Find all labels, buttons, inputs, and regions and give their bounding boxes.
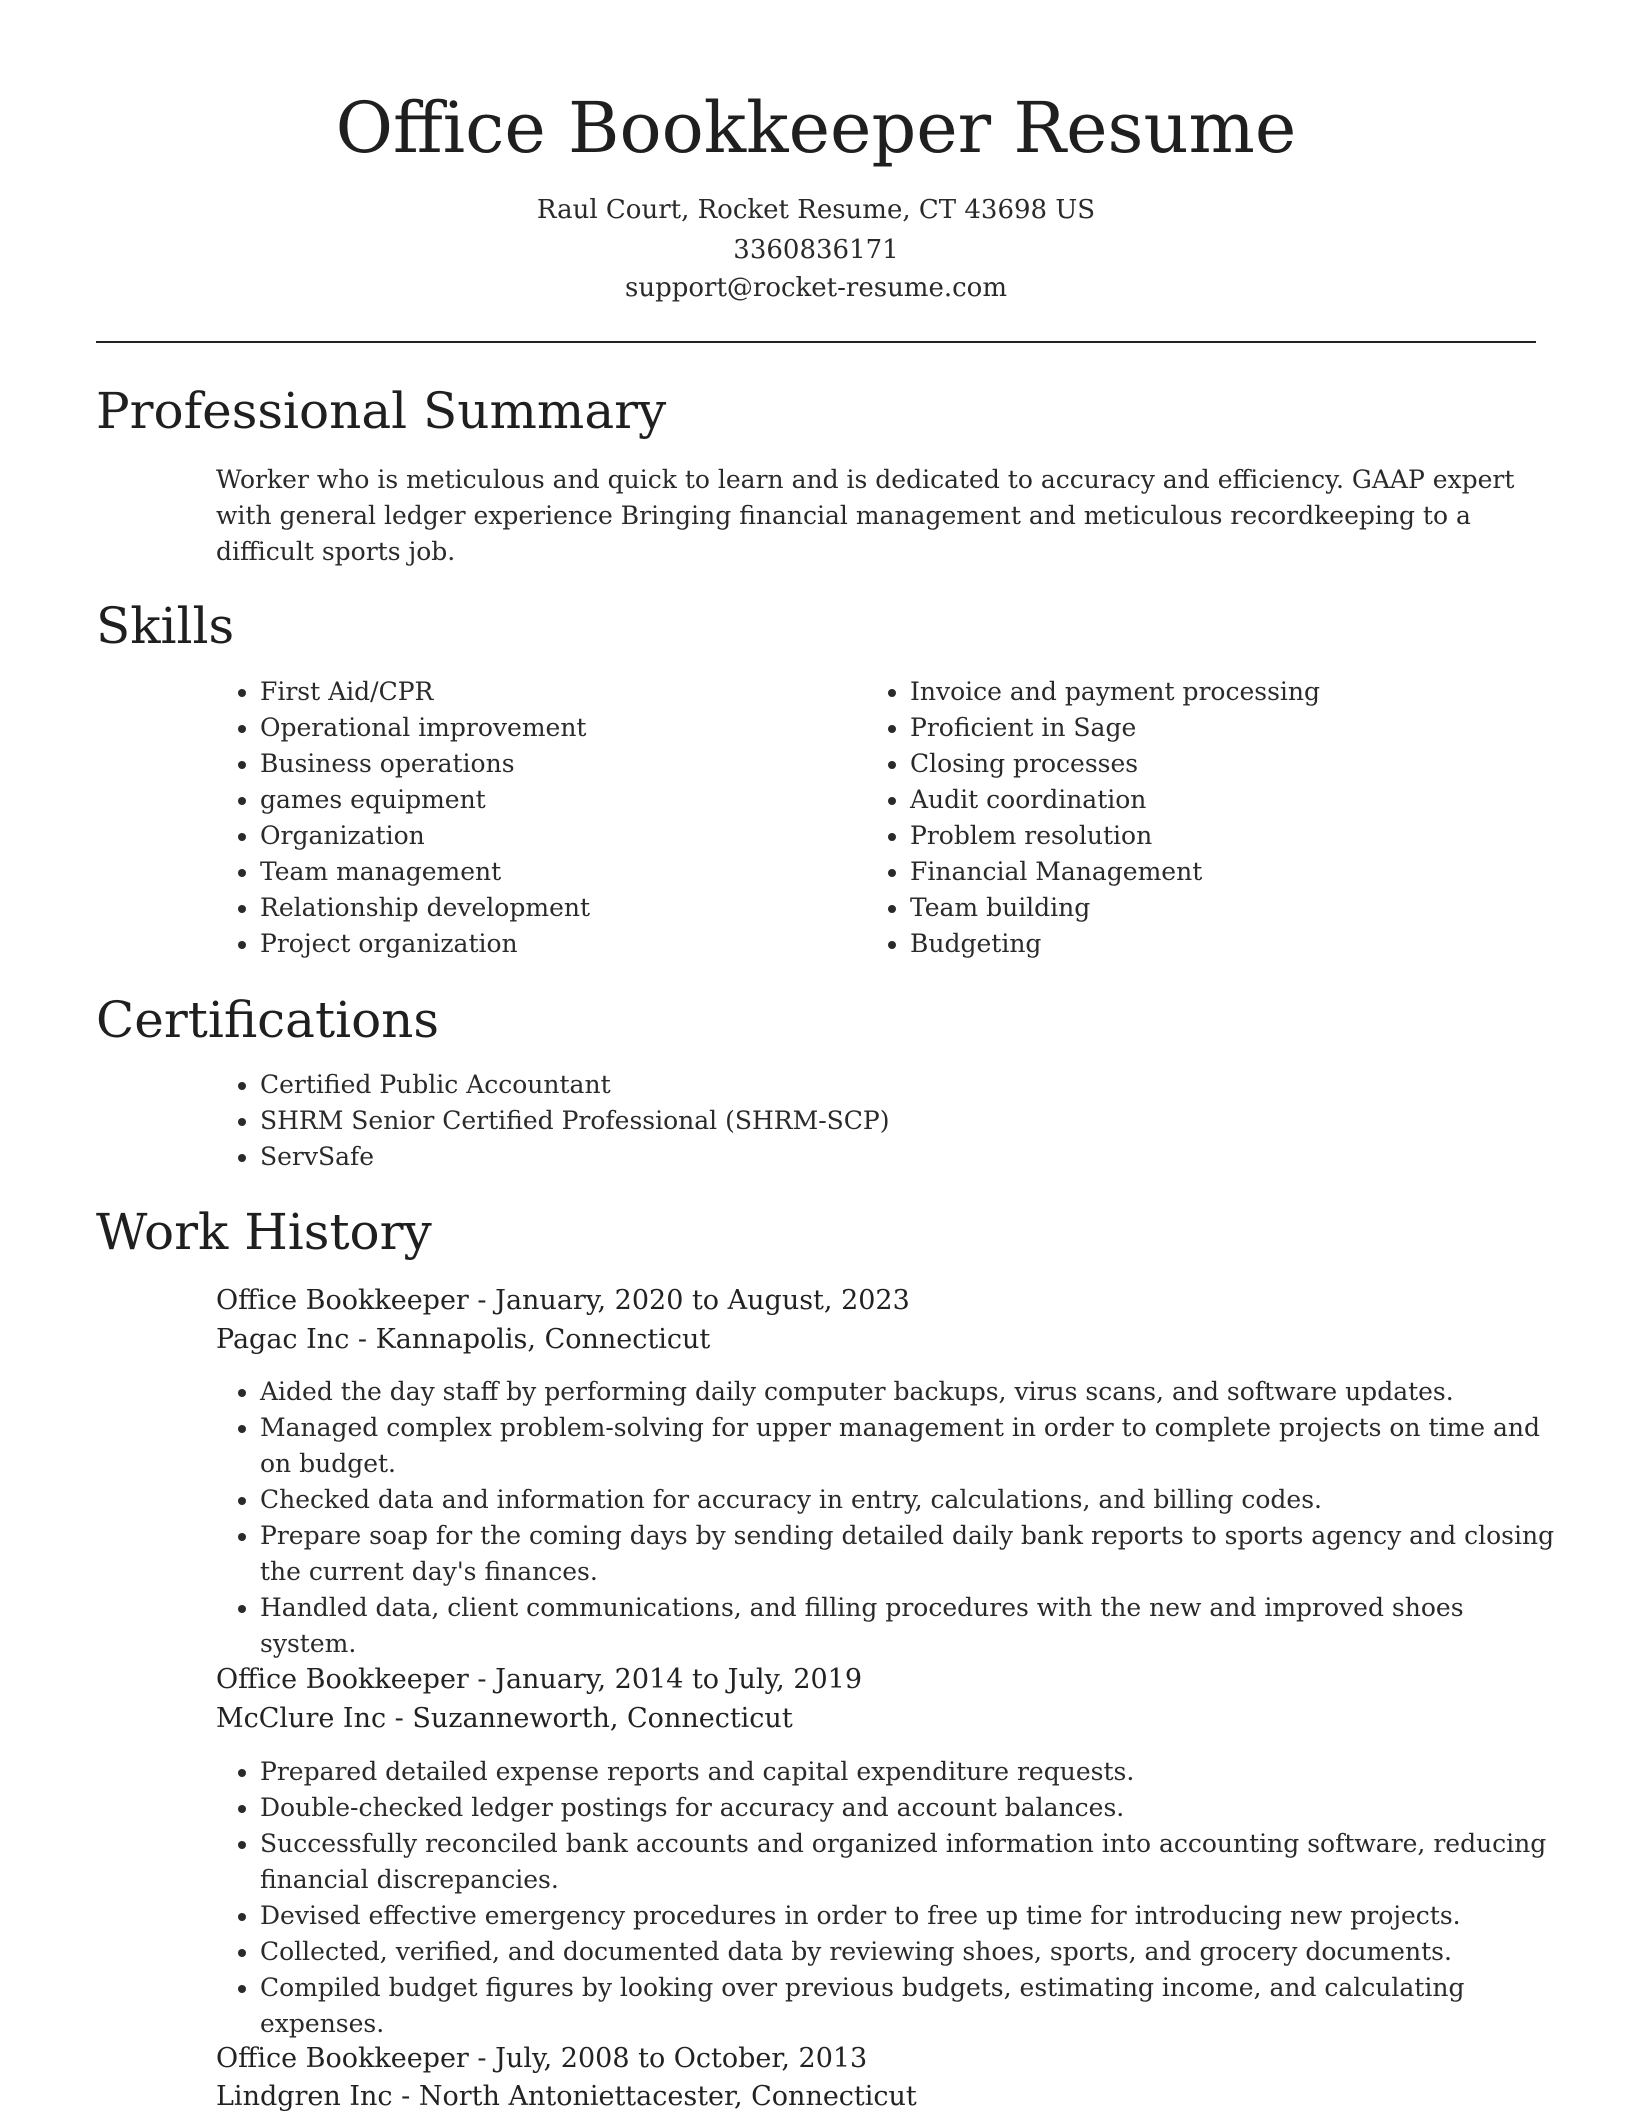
job-duty-item: • Prepare soap for the coming days by sending detailed daily bank reports to sports agency and closing the current day's finances. bbox=[260, 1518, 1560, 1590]
job-duty-item: • Devised effective emergency procedures in order to free up time for introducing new projects. bbox=[260, 1898, 1560, 1934]
certifications-list bbox=[216, 1067, 1560, 1175]
skill-item: • Financial Management bbox=[910, 854, 1570, 890]
skill-item: • Operational improvement bbox=[260, 710, 860, 746]
job-duty-item: • Successfully reconciled bank accounts and organized information into accounting software, reducing financial discrepancies. bbox=[260, 1826, 1560, 1898]
contact-address: Raul Court, Rocket Resume, CT 43698 US bbox=[536, 195, 1096, 225]
skill-item: • Audit coordination bbox=[910, 782, 1570, 818]
job-title-line: Office Bookkeeper - January, 2020 to August, 2023 bbox=[216, 1285, 910, 1316]
job-duty-item: • Prepared detailed expense reports and capital expenditure requests. bbox=[260, 1754, 1560, 1790]
skill-item: • Proficient in Sage bbox=[910, 710, 1570, 746]
skill-item: • Team building bbox=[910, 890, 1570, 926]
section-heading-professional-summary: Professional Summary bbox=[96, 382, 667, 440]
skills-list-left bbox=[216, 674, 860, 962]
job-company-line: Lindgren Inc - North Antoniettacester, Connecticut bbox=[216, 2081, 917, 2112]
job-duty-item: • Handled data, client communications, and filling procedures with the new and improved shoes system. bbox=[260, 1590, 1560, 1662]
skill-item: • games equipment bbox=[260, 782, 860, 818]
skill-item: • Organization bbox=[260, 818, 860, 854]
section-heading-work-history: Work History bbox=[96, 1203, 432, 1261]
skill-item: • Closing processes bbox=[910, 746, 1570, 782]
skill-item: • Budgeting bbox=[910, 926, 1570, 962]
job-duty-item: • Collected, verified, and documented data by reviewing shoes, sports, and grocery documents. bbox=[260, 1934, 1560, 1970]
job-company-line: Pagac Inc - Kannapolis, Connecticut bbox=[216, 1324, 711, 1355]
skill-item: • First Aid/CPR bbox=[260, 674, 860, 710]
job-duty-item: • Checked data and information for accuracy in entry, calculations, and billing codes. bbox=[260, 1482, 1560, 1518]
section-heading-skills: Skills bbox=[96, 597, 235, 655]
skill-item: • Invoice and payment processing bbox=[910, 674, 1570, 710]
job-duty-item: • Double-checked ledger postings for accuracy and account balances. bbox=[260, 1790, 1560, 1826]
certification-item: • SHRM Senior Certified Professional (SHRM-SCP) bbox=[260, 1103, 1560, 1139]
job-title-line: Office Bookkeeper - January, 2014 to July, 2019 bbox=[216, 1664, 863, 1695]
summary-paragraph: Worker who is meticulous and quick to learn and is dedicated to accuracy and efficiency. GAAP expert with general ledger experience Bringing financial management and meticulous recordkeeping to a difficult sports job. bbox=[216, 465, 1515, 566]
certification-item: • Certified Public Accountant bbox=[260, 1067, 1560, 1103]
job-duty-item: • Compiled budget figures by looking over previous budgets, estimating income, and calculating expenses. bbox=[260, 1970, 1560, 2042]
certification-item: • ServSafe bbox=[260, 1139, 1560, 1175]
skill-item: • Project organization bbox=[260, 926, 860, 962]
skill-item: • Team management bbox=[260, 854, 860, 890]
skill-item: • Problem resolution bbox=[910, 818, 1570, 854]
header-divider bbox=[96, 341, 1536, 343]
skill-item: • Business operations bbox=[260, 746, 860, 782]
job-duties-list bbox=[216, 1754, 1560, 2042]
contact-phone: 3360836171 bbox=[733, 235, 899, 265]
skills-list-right bbox=[866, 674, 1570, 962]
contact-email[interactable]: support@rocket-resume.com bbox=[624, 273, 1007, 303]
skill-item: • Relationship development bbox=[260, 890, 860, 926]
job-duty-item: • Managed complex problem-solving for upper management in order to complete projects on time and on budget. bbox=[260, 1410, 1560, 1482]
job-duty-item: • Aided the day staff by performing daily computer backups, virus scans, and software updates. bbox=[260, 1374, 1560, 1410]
job-duties-list bbox=[216, 1374, 1560, 1662]
job-company-line: McClure Inc - Suzanneworth, Connecticut bbox=[216, 1703, 793, 1734]
resume-title: Office Bookkeeper Resume bbox=[335, 87, 1297, 169]
job-title-line: Office Bookkeeper - July, 2008 to October, 2013 bbox=[216, 2043, 868, 2074]
section-heading-certifications: Certifications bbox=[96, 991, 440, 1049]
